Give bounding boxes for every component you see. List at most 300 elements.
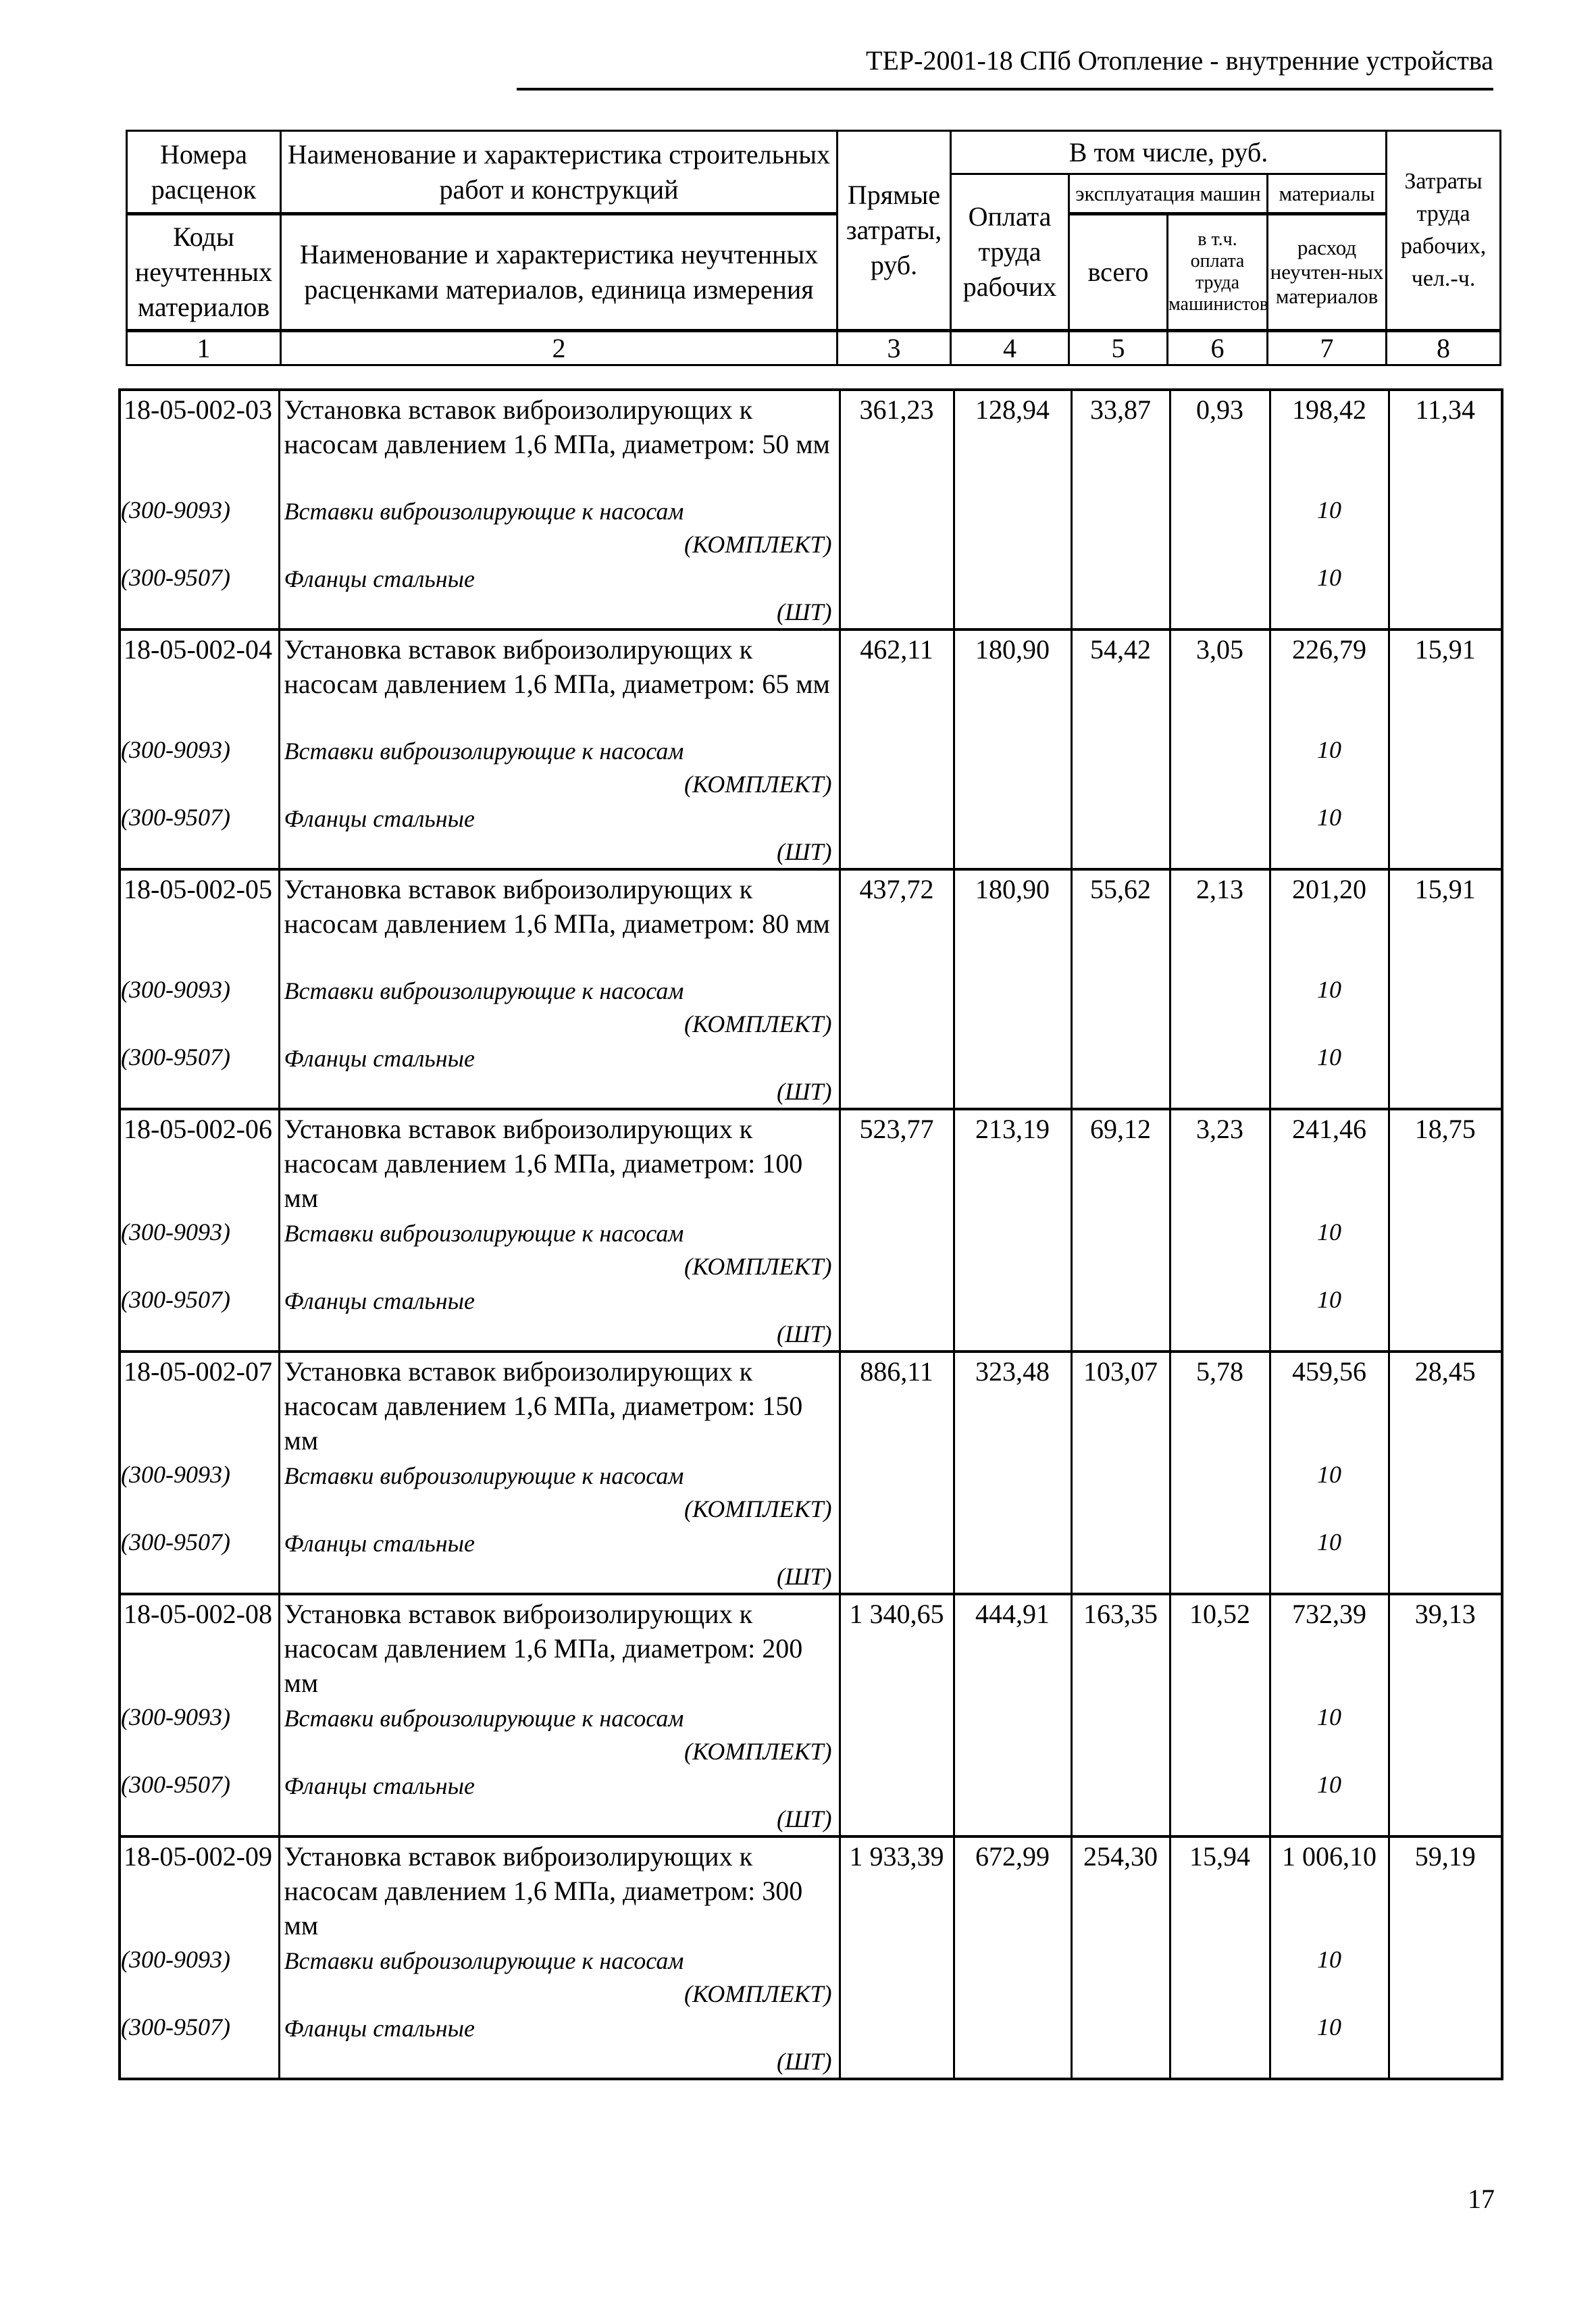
material-row [120, 1458, 1502, 1493]
rate-machines-total: 55,62 [1071, 869, 1170, 973]
empty-cell [1170, 596, 1270, 629]
empty-cell [840, 1283, 954, 1318]
material-unit-row [120, 1561, 1502, 1594]
rate-materials: 198,42 [1270, 390, 1389, 493]
empty-cell [1389, 1493, 1502, 1525]
header-number: 8 [1387, 331, 1501, 365]
material-name: Фланцы стальные [279, 800, 840, 836]
empty-cell [1071, 1525, 1170, 1561]
material-qty: 10 [1270, 1040, 1389, 1076]
table-row [120, 869, 1502, 973]
material-qty: 10 [1270, 733, 1389, 769]
empty-cell [1170, 733, 1270, 769]
empty-cell [1071, 836, 1170, 869]
material-name: Фланцы стальные [279, 561, 840, 596]
header-col-wages: Оплата труда рабочих [951, 174, 1069, 331]
rate-direct: 523,77 [840, 1109, 954, 1215]
rate-wages: 444,91 [954, 1594, 1071, 1700]
empty-cell [1270, 1251, 1389, 1283]
rate-machines-total: 254,30 [1071, 1836, 1170, 1943]
empty-cell [1170, 1215, 1270, 1251]
empty-cell [840, 973, 954, 1008]
material-name: Фланцы стальные [279, 1040, 840, 1076]
material-unit: (ШТ) [279, 836, 840, 869]
rate-name: Установка вставок виброизолирующих к насосам давлением 1,6 МПа, диаметром: 150 мм [279, 1352, 840, 1458]
empty-cell [954, 529, 1071, 561]
empty-cell [1389, 561, 1502, 596]
material-unit-row [120, 836, 1502, 869]
material-name: Вставки виброизолирующие к насосам [279, 1215, 840, 1251]
empty-cell [1389, 1768, 1502, 1803]
empty-cell [1389, 1283, 1502, 1318]
empty-cell [1389, 973, 1502, 1008]
empty-cell [840, 1251, 954, 1283]
empty-cell [1270, 1076, 1389, 1109]
empty-cell [1170, 1040, 1270, 1076]
table-row [120, 1109, 1502, 1215]
empty-cell [954, 769, 1071, 800]
rate-name: Установка вставок виброизолирующих к насосам давлением 1,6 МПа, диаметром: 65 мм [279, 629, 840, 733]
empty-cell [840, 1076, 954, 1109]
rate-code: 18-05-002-04 [120, 629, 279, 733]
material-code: (300-9507) [120, 1040, 279, 1076]
empty-cell [1071, 596, 1170, 629]
material-unit-row [120, 1978, 1502, 2010]
empty-cell [954, 1040, 1071, 1076]
empty-cell [1071, 800, 1170, 836]
empty-cell [120, 1008, 279, 1040]
material-unit-row [120, 529, 1502, 561]
rate-machines-total: 163,35 [1071, 1594, 1170, 1700]
empty-cell [840, 1978, 954, 2010]
rate-labor: 59,19 [1389, 1836, 1502, 1943]
empty-cell [1270, 1318, 1389, 1352]
material-qty: 10 [1270, 800, 1389, 836]
empty-cell [840, 529, 954, 561]
empty-cell [1170, 1251, 1270, 1283]
material-row [120, 2010, 1502, 2046]
empty-cell [1071, 1283, 1170, 1318]
header-col-mat-name: Наименование и характеристика неучтенных расценками материалов, единица измерения [281, 214, 838, 331]
material-qty: 10 [1270, 561, 1389, 596]
empty-cell [954, 733, 1071, 769]
rate-materials: 201,20 [1270, 869, 1389, 973]
empty-cell [1389, 1803, 1502, 1836]
empty-cell [1071, 1943, 1170, 1978]
rate-labor: 28,45 [1389, 1352, 1502, 1458]
empty-cell [954, 1076, 1071, 1109]
empty-cell [1170, 2010, 1270, 2046]
empty-cell [1170, 1768, 1270, 1803]
empty-cell [954, 2010, 1071, 2046]
rate-wages: 180,90 [954, 869, 1071, 973]
header-col-codes: Номера расценок [127, 131, 281, 214]
rate-name: Установка вставок виброизолирующих к насосам давлением 1,6 МПа, диаметром: 50 мм [279, 390, 840, 493]
material-row [120, 733, 1502, 769]
material-row [120, 493, 1502, 529]
material-unit-row [120, 769, 1502, 800]
empty-cell [954, 1736, 1071, 1768]
empty-cell [954, 1978, 1071, 2010]
material-qty: 10 [1270, 1215, 1389, 1251]
empty-cell [1389, 1700, 1502, 1736]
empty-cell [120, 529, 279, 561]
empty-cell [1071, 1700, 1170, 1736]
empty-cell [1389, 1251, 1502, 1283]
empty-cell [1170, 836, 1270, 869]
rate-machines-wages: 3,23 [1170, 1109, 1270, 1215]
rate-machines-total: 69,12 [1071, 1109, 1170, 1215]
empty-cell [120, 836, 279, 869]
material-row [120, 1215, 1502, 1251]
empty-cell [1071, 769, 1170, 800]
rate-name: Установка вставок виброизолирующих к насосам давлением 1,6 МПа, диаметром: 300 мм [279, 1836, 840, 1943]
material-name: Вставки виброизолирующие к насосам [279, 1458, 840, 1493]
material-code: (300-9507) [120, 1768, 279, 1803]
material-qty: 10 [1270, 973, 1389, 1008]
empty-cell [1389, 733, 1502, 769]
rate-code: 18-05-002-09 [120, 1836, 279, 1943]
material-qty: 10 [1270, 1700, 1389, 1736]
rate-name: Установка вставок виброизолирующих к насосам давлением 1,6 МПа, диаметром: 80 мм [279, 869, 840, 973]
material-unit: (ШТ) [279, 1561, 840, 1594]
rate-direct: 361,23 [840, 390, 954, 493]
header-machines: эксплуатация машин [1069, 174, 1268, 214]
rate-direct: 886,11 [840, 1352, 954, 1458]
rate-labor: 39,13 [1389, 1594, 1502, 1700]
header-col-direct: Прямые затраты, руб. [838, 131, 951, 331]
empty-cell [1071, 1493, 1170, 1525]
material-unit: (КОМПЛЕКТ) [279, 1493, 840, 1525]
empty-cell [1170, 1318, 1270, 1352]
material-name: Вставки виброизолирующие к насосам [279, 733, 840, 769]
rate-machines-wages: 10,52 [1170, 1594, 1270, 1700]
material-name: Фланцы стальные [279, 1525, 840, 1561]
empty-cell [840, 1493, 954, 1525]
empty-cell [1071, 1040, 1170, 1076]
empty-cell [1389, 1215, 1502, 1251]
rate-machines-wages: 5,78 [1170, 1352, 1270, 1458]
table-row [120, 390, 1502, 493]
material-unit-row [120, 2046, 1502, 2079]
empty-cell [1270, 1736, 1389, 1768]
rate-materials: 241,46 [1270, 1109, 1389, 1215]
rate-code: 18-05-002-06 [120, 1109, 279, 1215]
material-unit: (КОМПЛЕКТ) [279, 1978, 840, 2010]
empty-cell [1170, 1283, 1270, 1318]
empty-cell [1170, 561, 1270, 596]
rate-direct: 437,72 [840, 869, 954, 973]
empty-cell [840, 2010, 954, 2046]
material-unit: (КОМПЛЕКТ) [279, 529, 840, 561]
material-code: (300-9507) [120, 561, 279, 596]
empty-cell [1071, 1251, 1170, 1283]
material-name: Вставки виброизолирующие к насосам [279, 973, 840, 1008]
empty-cell [1071, 1318, 1170, 1352]
material-unit-row [120, 1076, 1502, 1109]
rate-machines-total: 33,87 [1071, 390, 1170, 493]
rate-labor: 11,34 [1389, 390, 1502, 493]
rate-code: 18-05-002-07 [120, 1352, 279, 1458]
material-unit-row [120, 1493, 1502, 1525]
header-machines-wages: в т.ч. оплата труда машинистов [1168, 214, 1268, 331]
empty-cell [1389, 2046, 1502, 2079]
material-row [120, 1700, 1502, 1736]
empty-cell [840, 1215, 954, 1251]
empty-cell [120, 1076, 279, 1109]
header-col-labor: Затраты труда рабочих, чел.-ч. [1387, 131, 1501, 331]
header-number: 1 [127, 331, 281, 365]
empty-cell [1270, 769, 1389, 800]
material-unit: (КОМПЛЕКТ) [279, 1008, 840, 1040]
empty-cell [954, 1251, 1071, 1283]
empty-cell [840, 1008, 954, 1040]
empty-cell [1270, 2046, 1389, 2079]
material-row [120, 561, 1502, 596]
material-name: Вставки виброизолирующие к насосам [279, 1943, 840, 1978]
empty-cell [1071, 1561, 1170, 1594]
empty-cell [1270, 1493, 1389, 1525]
empty-cell [120, 769, 279, 800]
rate-direct: 462,11 [840, 629, 954, 733]
rate-name: Установка вставок виброизолирующих к насосам давлением 1,6 МПа, диаметром: 100 мм [279, 1109, 840, 1215]
empty-cell [1389, 1561, 1502, 1594]
material-unit-row [120, 1251, 1502, 1283]
empty-cell [1389, 1525, 1502, 1561]
material-row [120, 1525, 1502, 1561]
empty-cell [954, 1283, 1071, 1318]
empty-cell [1270, 1978, 1389, 2010]
empty-cell [120, 1803, 279, 1836]
empty-cell [840, 1803, 954, 1836]
header-materials: материалы [1268, 174, 1387, 214]
empty-cell [840, 1736, 954, 1768]
empty-cell [1170, 1803, 1270, 1836]
material-unit-row [120, 1318, 1502, 1352]
empty-cell [954, 973, 1071, 1008]
empty-cell [840, 1458, 954, 1493]
material-code: (300-9093) [120, 733, 279, 769]
rate-machines-wages: 3,05 [1170, 629, 1270, 733]
material-row [120, 1943, 1502, 1978]
empty-cell [120, 1493, 279, 1525]
empty-cell [1170, 1978, 1270, 2010]
empty-cell [1170, 973, 1270, 1008]
empty-cell [954, 1318, 1071, 1352]
rate-wages: 128,94 [954, 390, 1071, 493]
table-row [120, 1352, 1502, 1458]
material-unit: (ШТ) [279, 596, 840, 629]
material-name: Фланцы стальные [279, 1283, 840, 1318]
empty-cell [1071, 2046, 1170, 2079]
empty-cell [1170, 1943, 1270, 1978]
empty-cell [1071, 2010, 1170, 2046]
empty-cell [1270, 1008, 1389, 1040]
empty-cell [120, 1561, 279, 1594]
empty-cell [954, 1803, 1071, 1836]
empty-cell [120, 1736, 279, 1768]
material-qty: 10 [1270, 1768, 1389, 1803]
empty-cell [1389, 1076, 1502, 1109]
material-qty: 10 [1270, 1943, 1389, 1978]
empty-cell [840, 493, 954, 529]
rate-materials: 226,79 [1270, 629, 1389, 733]
empty-cell [1071, 529, 1170, 561]
empty-cell [120, 596, 279, 629]
empty-cell [1071, 561, 1170, 596]
header-machines-total: всего [1069, 214, 1168, 331]
material-code: (300-9093) [120, 1700, 279, 1736]
material-row [120, 973, 1502, 1008]
empty-cell [1170, 800, 1270, 836]
rate-labor: 15,91 [1389, 629, 1502, 733]
empty-cell [1389, 1943, 1502, 1978]
material-unit: (ШТ) [279, 2046, 840, 2079]
empty-cell [1389, 596, 1502, 629]
page-number: 17 [1468, 2184, 1495, 2214]
empty-cell [840, 2046, 954, 2079]
rates-table [118, 388, 1503, 2080]
empty-cell [954, 1493, 1071, 1525]
rate-wages: 672,99 [954, 1836, 1071, 1943]
rate-materials: 459,56 [1270, 1352, 1389, 1458]
empty-cell [1170, 1076, 1270, 1109]
empty-cell [840, 596, 954, 629]
empty-cell [1389, 2010, 1502, 2046]
rate-machines-total: 103,07 [1071, 1352, 1170, 1458]
material-row [120, 1768, 1502, 1803]
empty-cell [840, 1943, 954, 1978]
empty-cell [1270, 1561, 1389, 1594]
empty-cell [120, 2046, 279, 2079]
empty-cell [954, 1561, 1071, 1594]
empty-cell [1389, 800, 1502, 836]
empty-cell [120, 1251, 279, 1283]
material-unit: (ШТ) [279, 1076, 840, 1109]
empty-cell [954, 1525, 1071, 1561]
empty-cell [1071, 1978, 1170, 2010]
rate-materials: 1 006,10 [1270, 1836, 1389, 1943]
header-number: 3 [838, 331, 951, 365]
header-rule [517, 88, 1493, 91]
empty-cell [954, 1008, 1071, 1040]
material-code: (300-9093) [120, 1943, 279, 1978]
empty-cell [954, 493, 1071, 529]
empty-cell [840, 733, 954, 769]
rate-code: 18-05-002-05 [120, 869, 279, 973]
empty-cell [840, 800, 954, 836]
empty-cell [1170, 529, 1270, 561]
empty-cell [954, 1458, 1071, 1493]
material-unit-row [120, 1803, 1502, 1836]
empty-cell [1071, 1215, 1170, 1251]
material-unit: (КОМПЛЕКТ) [279, 1251, 840, 1283]
rate-wages: 213,19 [954, 1109, 1071, 1215]
header-number: 6 [1168, 331, 1268, 365]
empty-cell [1071, 1076, 1170, 1109]
table-header [126, 130, 1501, 366]
rate-machines-total: 54,42 [1071, 629, 1170, 733]
material-unit-row [120, 1008, 1502, 1040]
empty-cell [1170, 1700, 1270, 1736]
material-unit: (КОМПЛЕКТ) [279, 1736, 840, 1768]
empty-cell [1270, 529, 1389, 561]
empty-cell [954, 596, 1071, 629]
material-qty: 10 [1270, 493, 1389, 529]
empty-cell [1389, 493, 1502, 529]
empty-cell [1170, 1493, 1270, 1525]
material-code: (300-9507) [120, 2010, 279, 2046]
empty-cell [1389, 1318, 1502, 1352]
rate-direct: 1 933,39 [840, 1836, 954, 1943]
material-row [120, 800, 1502, 836]
material-name: Вставки виброизолирующие к насосам [279, 1700, 840, 1736]
material-unit: (ШТ) [279, 1803, 840, 1836]
rate-wages: 323,48 [954, 1352, 1071, 1458]
empty-cell [1270, 1803, 1389, 1836]
material-unit-row [120, 1736, 1502, 1768]
empty-cell [840, 1040, 954, 1076]
empty-cell [954, 2046, 1071, 2079]
material-code: (300-9507) [120, 1525, 279, 1561]
empty-cell [1071, 973, 1170, 1008]
material-code: (300-9093) [120, 1215, 279, 1251]
empty-cell [840, 1318, 954, 1352]
empty-cell [840, 1700, 954, 1736]
rate-code: 18-05-002-03 [120, 390, 279, 493]
empty-cell [1389, 1458, 1502, 1493]
empty-cell [120, 1978, 279, 2010]
empty-cell [954, 1215, 1071, 1251]
material-qty: 10 [1270, 1283, 1389, 1318]
rate-direct: 1 340,65 [840, 1594, 954, 1700]
empty-cell [1389, 769, 1502, 800]
material-qty: 10 [1270, 1525, 1389, 1561]
material-code: (300-9507) [120, 1283, 279, 1318]
empty-cell [1071, 1008, 1170, 1040]
material-row [120, 1040, 1502, 1076]
rate-materials: 732,39 [1270, 1594, 1389, 1700]
empty-cell [840, 836, 954, 869]
material-code: (300-9093) [120, 493, 279, 529]
material-row [120, 1283, 1502, 1318]
material-qty: 10 [1270, 2010, 1389, 2046]
material-code: (300-9093) [120, 1458, 279, 1493]
empty-cell [1170, 1458, 1270, 1493]
material-qty: 10 [1270, 1458, 1389, 1493]
empty-cell [1170, 1008, 1270, 1040]
empty-cell [840, 561, 954, 596]
empty-cell [1170, 493, 1270, 529]
header-number: 2 [281, 331, 838, 365]
rate-machines-wages: 0,93 [1170, 390, 1270, 493]
empty-cell [840, 769, 954, 800]
empty-cell [1270, 836, 1389, 869]
empty-cell [954, 1943, 1071, 1978]
header-number: 7 [1268, 331, 1387, 365]
empty-cell [1170, 1525, 1270, 1561]
header-including: В том числе, руб. [951, 131, 1387, 174]
material-name: Фланцы стальные [279, 1768, 840, 1803]
empty-cell [1071, 1803, 1170, 1836]
header-col-mat-codes: Коды неучтенных материалов [127, 214, 281, 331]
empty-cell [1389, 1040, 1502, 1076]
empty-cell [954, 800, 1071, 836]
empty-cell [120, 1318, 279, 1352]
material-code: (300-9093) [120, 973, 279, 1008]
table-row [120, 1836, 1502, 1943]
empty-cell [1389, 1736, 1502, 1768]
